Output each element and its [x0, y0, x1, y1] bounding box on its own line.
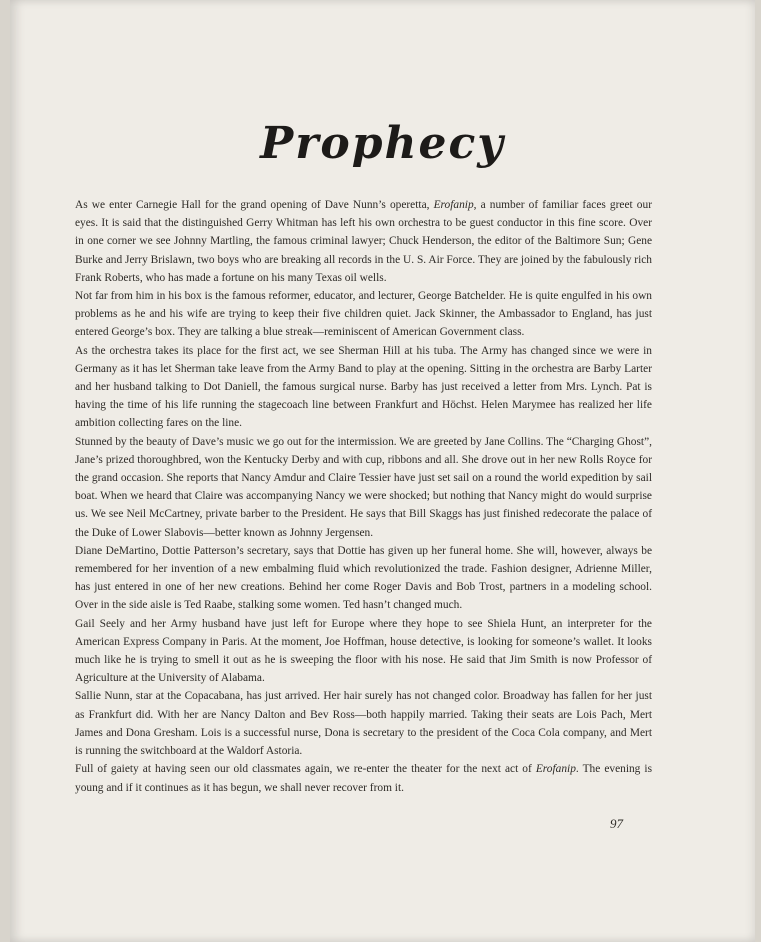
paragraph: As the orchestra takes its place for the first act, we see Sherman Hill at his tuba. The Army has changed since we were in Germany as it has let Sherman take leave from the Army Band to play at the opening. Sitting in the orchestra are Barby Larter and her husband talking to Dot Daniell, the famous surgical nurse. Barby has just received a letter from Mrs. Lynch. Pat is having the time of his life running the stagecoach line between Frankfurt and Höchst. Helen Marymee has realized her life ambition collecting fares on the line.	[75, 344, 652, 430]
paragraph: Not far from him in his box is the famous reformer, educator, and lecturer, George Batchelder. He is quite engulfed in his own problems as he and his wife are trying to keep their five children quiet. Jack Skinner, the Ambassador to England, has just entered George’s box. They are talking a blue streak—reminiscent of American Government class.	[75, 290, 652, 339]
page-title: Prophecy	[260, 118, 505, 169]
paragraph: As we enter Carnegie Hall for the grand opening of Dave Nunn’s operetta, Erofanip, a number of familiar faces greet our eyes. It is said that the distinguished Gerry Whitman has left his own orchestra to be guest conductor in this fine score. Over in one corner we see Johnny Martling, the famous criminal lawyer; Chuck Henderson, the editor of the Baltimore Sun; Gene Burke and Jerry Brislawn, two boys who are breaking all records in the U. S. Air Force. They are joined by the fabulously rich Frank Roberts, who has made a fortune on his many Texas oil wells.	[75, 199, 652, 284]
operetta-title: Erofanip	[433, 199, 474, 211]
operetta-title: Erofanip	[535, 763, 576, 776]
page-number: 97	[610, 816, 623, 831]
paragraph: Full of gaiety at having seen our old classmates again, we re-enter the theater for the next act of Erofanip. The evening is young and if it continues as it has begun, we shall never recover from it.	[75, 763, 652, 794]
paragraph: Diane DeMartino, Dottie Patterson’s secretary, says that Dottie has given up her funeral home. She will, however, always be remembered for her invention of a new embalming fluid which revolutionized the trade. Fashion designer, Adrienne Miller, has just entered in one of her new creations. Behind her come Roger Davis and Bob Trost, partners in a modeling school. Over in the side aisle is Ted Raabe, stalking some women. Ted hasn’t changed much.	[75, 544, 652, 612]
paragraph: Gail Seely and her Army husband have just left for Europe where they hope to see Shiela Hunt, an interpreter for the American Express Company in Paris. At the moment, Joe Hoffman, house detective, is looking for someone’s wallet. It looks much like he is trying to smell it out as he is sweeping the floor with his nose. He said that Jim Smith is now Professor of Agriculture at the University of Alabama.	[75, 617, 652, 685]
paragraph: Sallie Nunn, star at the Copacabana, has just arrived. Her hair surely has not changed color. Broadway has fallen for her just as Frankfurt did. With her are Nancy Dalton and Bev Ross—both happily married. Taking their seats are Lois Pach, Mert James and Dona Gresham. Lois is a successful nurse, Dona is secretary to the president of the Coca Cola company, and Mert is running the switchboard at the Waldorf Astoria.	[75, 690, 652, 758]
prophecy-body	[75, 196, 652, 797]
document-page	[10, 0, 755, 942]
paragraph: Stunned by the beauty of Dave’s music we go out for the intermission. We are greeted by Jane Collins. The “Charging Ghost”, Jane’s prized thoroughbred, won the Kentucky Derby and with cup, ribbons and all. She drove out in her new Rolls Royce for the grand occasion. She reports that Nancy Amdur and Claire Tessier have just set sail on a round the world expedition by sail boat. When we heard that Claire was accompanying Nancy we were shocked; but nothing that Nancy might do would surprise us. We see Neil McCartney, private barber to the President. He says that Bill Skaggs has just finished redecorate the palace of the Duke of Lower Slabovis—better known as Johnny Jergensen.	[75, 435, 652, 539]
